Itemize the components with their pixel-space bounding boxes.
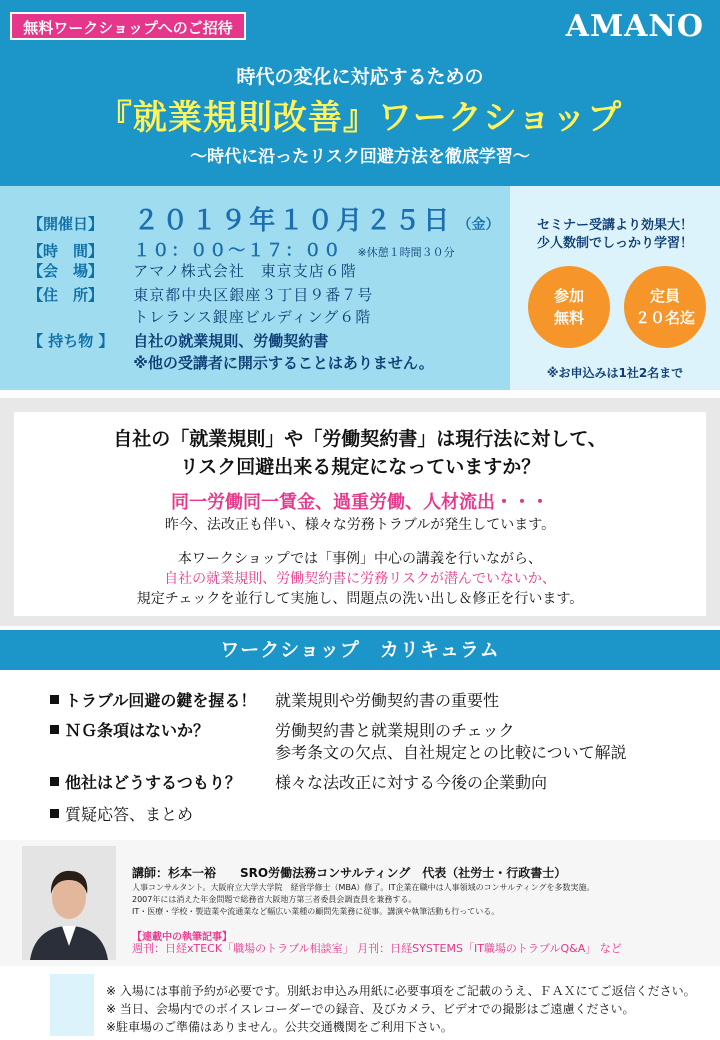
bring-label: 【 持ち物 】 <box>28 332 114 350</box>
free-badge <box>528 266 610 348</box>
note-item: ※ 当日、会場内でのボイスレコーダーでの録音、及びカメラ、ビデオでの撮影はご遠慮ください。 <box>106 1002 635 1016</box>
instructor-name: 講師：杉本一裕 SRO労働法務コンサルティング 代表（社労士・行政書士） <box>132 866 567 880</box>
promo-line1: セミナー受講より効果大！ <box>536 218 693 233</box>
header-banner <box>0 0 720 186</box>
time-value: １０：００～１７：００ <box>133 241 343 261</box>
bullet-icon <box>50 777 59 786</box>
bring-value: 自社の就業規則、労働契約書 <box>133 332 329 350</box>
bullet-icon <box>50 809 59 818</box>
venue-row <box>28 260 357 281</box>
date-value: ２０１９年１０月２５日 <box>133 206 453 236</box>
venue-value: アマノ株式会社 東京支店６階 <box>133 262 357 280</box>
intro-line1: 昨今、法改正も伴い、様々な労務トラブルが発生しています。 <box>164 517 556 533</box>
intro-line2: 本ワークショップでは「事例」中心の講義を行いながら、 <box>177 551 543 567</box>
bring-note-row <box>28 352 434 373</box>
event-details-panel <box>0 186 510 390</box>
bring-row <box>28 330 328 351</box>
time-row <box>28 236 455 261</box>
address-line1: 東京都中央区銀座３丁目９番７号 <box>133 286 374 304</box>
highlight-text: 同一労働同一賃金、過重労働、人材流出・・・ <box>171 492 549 513</box>
instructor-bio-1: 人事コンサルタント。大阪府立大学大学院 経営学修士（MBA）修了。IT企業在職中は人事領域のコンサルティングを多数実施。 <box>132 883 595 892</box>
curriculum-heading: ワークショップ カリキュラム <box>0 630 720 670</box>
curriculum-item: ＮＧ条項はないか？ <box>50 718 209 741</box>
free-badge-line1: 参加 <box>553 287 584 305</box>
address-row <box>28 284 373 305</box>
address-row-2 <box>28 306 371 327</box>
person-icon <box>22 846 116 960</box>
date-label: 【開催日】 <box>28 215 104 233</box>
free-badge-line2: 無料 <box>553 309 584 327</box>
curriculum-desc: 労働契約書と就業規則のチェック <box>275 721 515 740</box>
date-row <box>28 200 499 237</box>
instructor-bio-2: 2007年には消えた年金問題で総務省大阪地方第三者委員会調査員を兼務する。 <box>132 895 417 904</box>
serial-articles: 週刊：日経xTECK「職場のトラブル相談室」 月刊：日経SYSTEMS「IT職場のトラブルQ&A」 など <box>132 942 622 955</box>
capacity-badge <box>624 266 706 348</box>
post-title: ～時代に沿ったリスク回避方法を徹底学習～ <box>190 147 530 167</box>
intro-section <box>14 412 706 616</box>
pre-title: 時代の変化に対応するための <box>236 66 484 88</box>
note-item: ※ 入場には事前予約が必要です。別紙お申込み用紙に必要事項をご記載のうえ、ＦＡＸにてご返信ください。 <box>106 984 696 998</box>
intro-line4: 規定チェックを並行して実施し、問題点の洗い出し＆修正を行います。 <box>136 591 584 607</box>
address-label: 【住 所】 <box>28 286 104 304</box>
capacity-badge-line1: 定員 <box>649 287 680 305</box>
bullet-icon <box>50 725 59 734</box>
venue-label: 【会 場】 <box>28 262 104 280</box>
application-note: ※お申込みは1社2名まで <box>546 366 684 380</box>
page-title: 『就業規則改善』ワークショップ <box>97 98 623 138</box>
curriculum-item: 質疑応答、まとめ <box>50 802 193 825</box>
curriculum-desc: 様々な法改正に対する今後の企業動向 <box>275 773 548 792</box>
serial-heading: 【連載中の執筆記事】 <box>132 932 232 943</box>
intro-line3: 自社の就業規則、労働契約書に労務リスクが潜んでいないか、 <box>164 571 556 587</box>
date-weekday: （金） <box>457 217 500 233</box>
address-line2: トレランス銀座ビルディング６階 <box>133 308 372 326</box>
curriculum-item: トラブル回避の鍵を握る！ <box>50 688 256 711</box>
instructor-bio-3: IT・医療・学校・製造業や流通業など幅広い業種の顧問先業務に従事。講演や執筆活動も行っている。 <box>132 907 500 916</box>
brand-logo: AMANO <box>565 9 704 44</box>
promo-line2: 少人数制でしっかり学習！ <box>536 236 693 251</box>
curriculum-desc: 就業規則や労働契約書の重要性 <box>275 691 500 710</box>
bullet-icon <box>50 695 59 704</box>
question-line2: リスク回避出来る規定になっていますか？ <box>179 456 541 478</box>
question-line1: 自社の「就業規則」や「労働契約書」は現行法に対して、 <box>113 428 607 450</box>
curriculum-item: 他社はどうするつもり？ <box>50 770 241 793</box>
time-note: ※休憩１時間３０分 <box>357 246 455 259</box>
invitation-badge: 無料ワークショップへのご招待 <box>10 12 246 40</box>
instructor-photo <box>22 846 116 960</box>
promo-panel <box>510 186 720 390</box>
bring-note: ※他の受講者に開示することはありません。 <box>133 354 434 372</box>
curriculum-desc-2: 参考条文の欠点、自社規定との比較について解説 <box>275 743 627 762</box>
capacity-badge-line2: ２０名迄 <box>634 309 695 327</box>
note-item: ※駐車場のご準備はありません。公共交通機関をご利用下さい。 <box>106 1020 453 1034</box>
time-label: 【時 間】 <box>28 242 104 260</box>
notes-accent-bar <box>50 974 94 1036</box>
